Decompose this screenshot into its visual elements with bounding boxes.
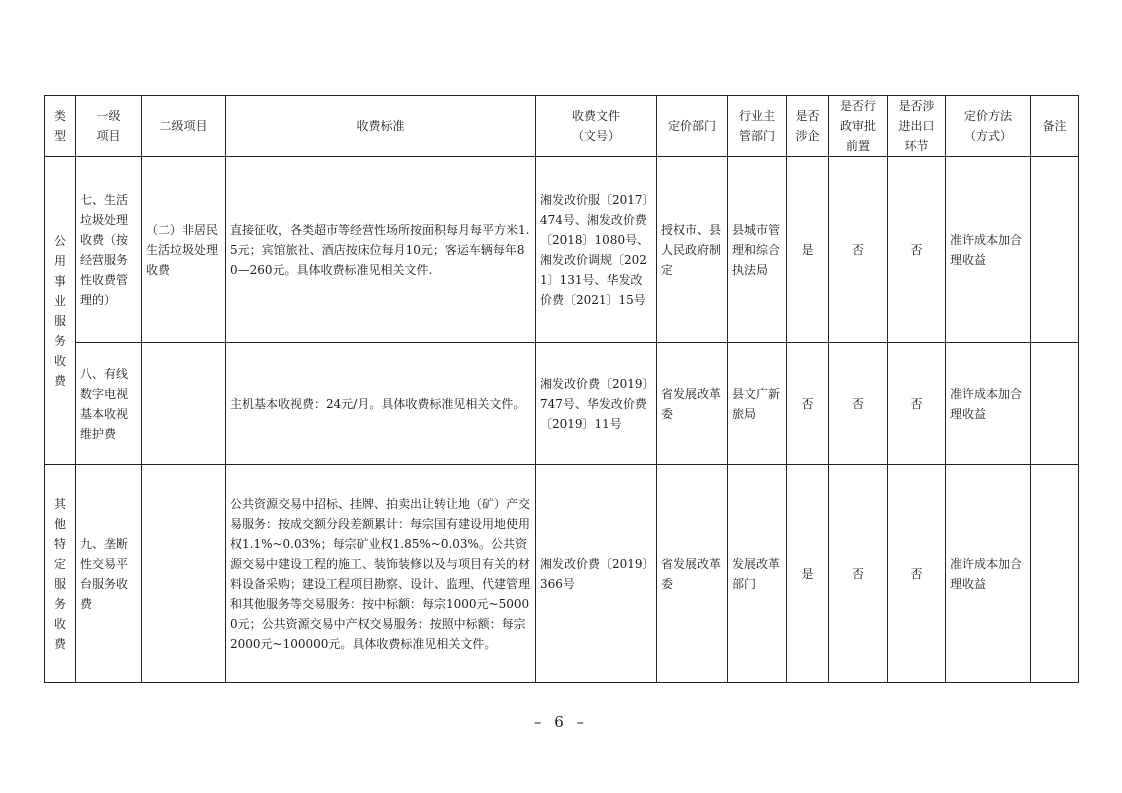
standard-cell: 公共资源交易中招标、挂牌、拍卖出让转让地（矿）产交易服务：按成交额分段差额累计：每宗国有建设用地使用权1.1%~0.03%；每宗矿业权1.85%~0.03%。公共资源交易中建设工程的施工、装饰装修以及与项目有关的材料设备采购；建设工程项目勘察、设计、监理、代建管理和其他服务等交易服务：按中标额：每宗1000元~50000元；公共资源交易中产权交易服务：按照中标额：每宗2000元~100000元。具体收费标准见相关文件。 [226, 465, 536, 683]
header-level1: 一级 项目 [76, 96, 142, 157]
pricing-method-cell: 准许成本加合理收益 [946, 465, 1031, 683]
level1-cell: 七、生活垃圾处理收费（按经营服务性收费管理的） [76, 157, 142, 343]
header-standard: 收费标准 [226, 96, 536, 157]
involves-enterprise-cell: 是 [787, 465, 829, 683]
table-row [45, 343, 1079, 465]
pricing-method-cell: 准许成本加合理收益 [946, 157, 1031, 343]
header-pricing-dept: 定价部门 [657, 96, 728, 157]
level2-cell [142, 465, 226, 683]
table-row [45, 465, 1079, 683]
pricing-method-cell: 准许成本加合理收益 [946, 343, 1031, 465]
involves-enterprise-cell: 否 [787, 343, 829, 465]
table-row [45, 157, 1079, 343]
pricing-dept-cell: 省发展改革委 [657, 465, 728, 683]
category-cell: 其他特定服务收费 [45, 465, 76, 683]
import-export-cell: 否 [888, 465, 946, 683]
document-cell: 湘发改价费〔2019〕747号、华发改价费〔2019〕11号 [536, 343, 657, 465]
remarks-cell [1031, 343, 1079, 465]
involves-enterprise-cell: 是 [787, 157, 829, 343]
header-involves-enterprise: 是否 涉企 [787, 96, 829, 157]
pricing-dept-cell: 省发展改革委 [657, 343, 728, 465]
header-category: 类型 [45, 96, 76, 157]
industry-dept-cell: 县城市管理和综合执法局 [728, 157, 787, 343]
document-cell: 湘发改价费〔2019〕366号 [536, 465, 657, 683]
level2-cell: （二）非居民生活垃圾处理收费 [142, 157, 226, 343]
pricing-dept-cell: 授权市、县人民政府制定 [657, 157, 728, 343]
fee-table [44, 95, 1079, 683]
level1-cell: 九、垄断性交易平台服务收费 [76, 465, 142, 683]
admin-approval-cell: 否 [829, 157, 888, 343]
remarks-cell [1031, 157, 1079, 343]
admin-approval-cell: 否 [829, 343, 888, 465]
header-import-export: 是否涉 进出口 环节 [888, 96, 946, 157]
table-header-row [45, 96, 1079, 157]
document-cell: 湘发改价服〔2017〕474号、湘发改价费〔2018〕1080号、湘发改价调规〔2021〕131号、华发改价费〔2021〕15号 [536, 157, 657, 343]
industry-dept-cell: 县文广新旅局 [728, 343, 787, 465]
remarks-cell [1031, 465, 1079, 683]
level1-cell: 八、有线数字电视基本收视维护费 [76, 343, 142, 465]
header-admin-approval: 是否行 政审批 前置 [829, 96, 888, 157]
import-export-cell: 否 [888, 157, 946, 343]
page-number: – 6 – [533, 713, 589, 731]
industry-dept-cell: 发展改革部门 [728, 465, 787, 683]
header-pricing-method: 定价方法 （方式） [946, 96, 1031, 157]
header-remarks: 备注 [1031, 96, 1079, 157]
admin-approval-cell: 否 [829, 465, 888, 683]
import-export-cell: 否 [888, 343, 946, 465]
header-document: 收费文件 （文号） [536, 96, 657, 157]
category-cell: 公用事业服务收费 [45, 157, 76, 465]
level2-cell [142, 343, 226, 465]
header-industry-dept: 行业主 管部门 [728, 96, 787, 157]
standard-cell: 直接征收，各类超市等经营性场所按面积每月每平方米1.5元；宾馆旅社、酒店按床位每月10元；客运车辆每年80—260元。具体收费标准见相关文件. [226, 157, 536, 343]
standard-cell: 主机基本收视费：24元/月。具体收费标准见相关文件。 [226, 343, 536, 465]
header-level2: 二级项目 [142, 96, 226, 157]
